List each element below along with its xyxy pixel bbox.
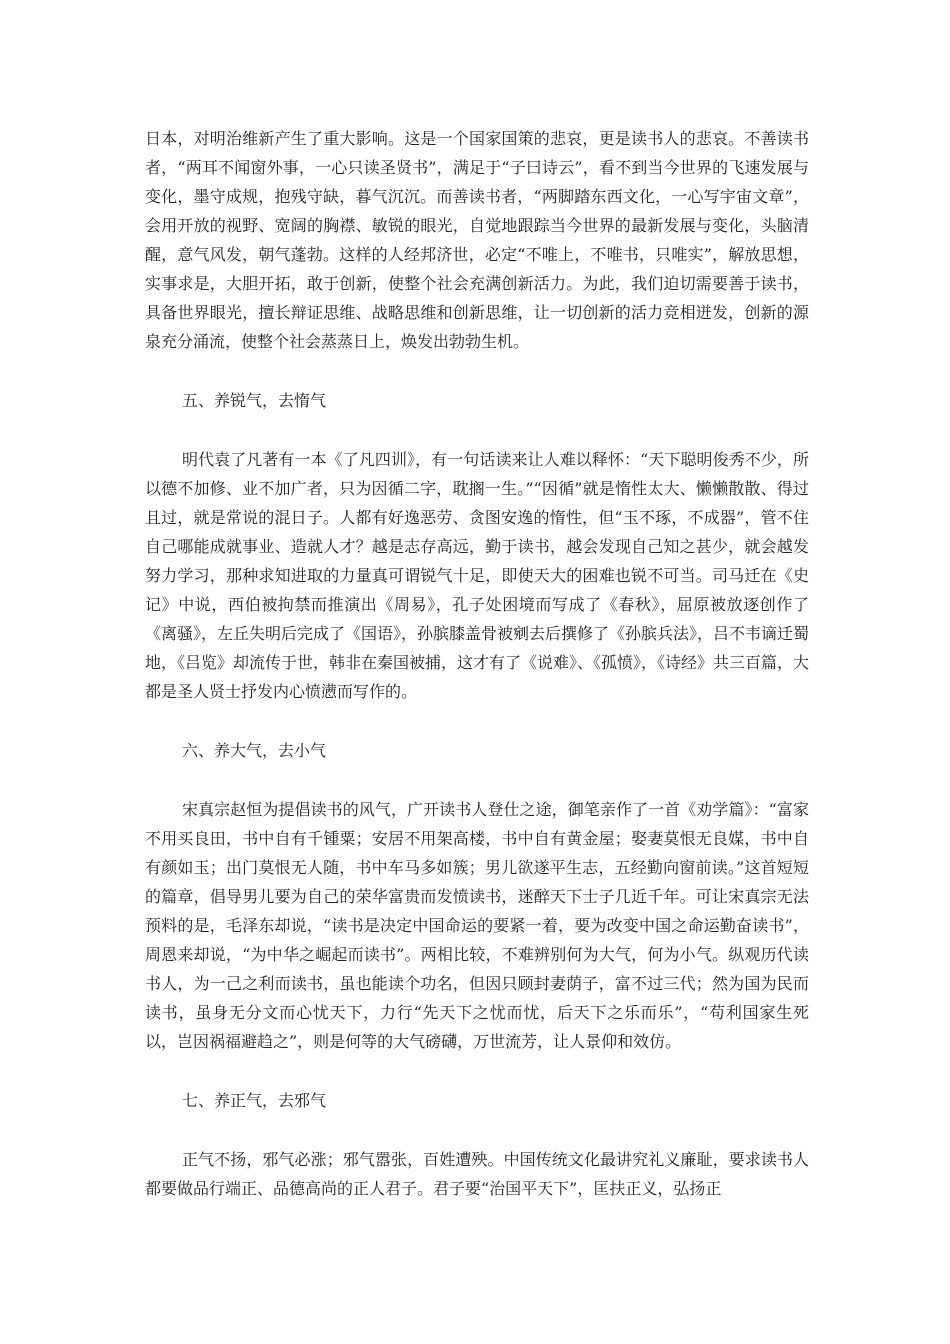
article-body [145,124,809,1203]
section-heading-seven: 七、养正气，去邪气 [182,1091,327,1110]
paragraph-zhengqi: 正气不扬，邪气必涨；邪气嚣张，百姓遭殃。中国传统文化最讲究礼义廉耻，要求读书人都要做品行端正、品德高尚的正人君子。君子要“治国平天下”，匡扶正义，弘扬正 [145,1150,809,1198]
paragraph-daqi: 宋真宗赵恒为提倡读书的风气，广开读书人登仕之途，御笔亲作了一首《劝学篇》：“富家不用买良田，书中自有千锺粟；安居不用架高楼，书中自有黄金屋；娶妻莫恨无良媒，书中自有颜如玉；出门莫恨无人随，书中车马多如簇；男儿欲遂平生志，五经勤向窗前读。”这首短短的篇章，倡导男儿要为自己的荣华富贵而发愤读书，迷醉天下士子几近千年。可让宋真宗无法预料的是，毛泽东却说，“读书是决定中国命运的要紧一着，要为改变中国之命运勤奋读书”，周恩来却说，“为中华之崛起而读书”。两相比较，不难辨别何为大气，何为小气。纵观历代读书人，为一己之利而读书，虽也能读个功名，但因只顾封妻荫子，富不过三代；然为国为民而读书，虽身无分文而心忧天下，力行“先天下之忧而忧，后天下之乐而乐”，“苟利国家生死以，岂因祸福避趋之”，则是何等的大气磅礴，万世流芳，让人景仰和效仿。 [145,800,809,1051]
paragraph-meiji-reading: 日本，对明治维新产生了重大影响。这是一个国家国策的悲哀，更是读书人的悲哀。不善读书者，“两耳不闻窗外事，一心只读圣贤书”，满足于“子曰诗云”，看不到当今世界的飞速发展与变化，墨守成规，抱残守缺，暮气沉沉。而善读书者，“两脚踏东西文化，一心写宇宙文章”，会用开放的视野、宽阔的胸襟、敏锐的眼光，自觉地跟踪当今世界的最新发展与变化，头脑清醒，意气风发，朝气蓬勃。这样的人经邦济世，必定“不唯上，不唯书，只唯实”，解放思想，实事求是，大胆开拓，敢于创新，使整个社会充满创新活力。为此，我们迫切需要善于读书，具备世界眼光，擅长辩证思维、战略思维和创新思维，让一切创新的活力竞相迸发，创新的源泉充分涌流，使整个社会蒸蒸日上，焕发出勃勃生机。 [145,129,809,351]
paragraph-ruiqi: 明代袁了凡著有一本《了凡四训》，有一句话读来让人难以释怀：“天下聪明俊秀不少，所以德不加修、业不加广者，只为因循二字，耽搁一生。”“因循”就是惰性太大、懒懒散散、得过且过，就是常说的混日子。人都有好逸恶劳、贪图安逸的惰性，但“玉不琢，不成器”，管不住自己哪能成就事业、造就人才？越是志存高远，勤于读书，越会发现自己知之甚少，就会越发努力学习，那种求知进取的力量真可谓锐气十足，即使天大的困难也锐不可当。司马迁在《史记》中说，西伯被拘禁而推演出《周易》，孔子处困境而写成了《春秋》，屈原被放逐创作了《离骚》，左丘失明后完成了《国语》，孙膑膝盖骨被剜去后撰修了《孙膑兵法》，吕不韦谪迁蜀地，《吕览》却流传于世，韩非在秦国被捕，这才有了《说难》、《孤愤》，《诗经》共三百篇，大都是圣人贤士抒发内心愤懑而写作的。 [145,450,810,701]
section-heading-six: 六、养大气，去小气 [182,741,327,760]
section-heading-five: 五、养锐气，去惰气 [182,391,327,410]
